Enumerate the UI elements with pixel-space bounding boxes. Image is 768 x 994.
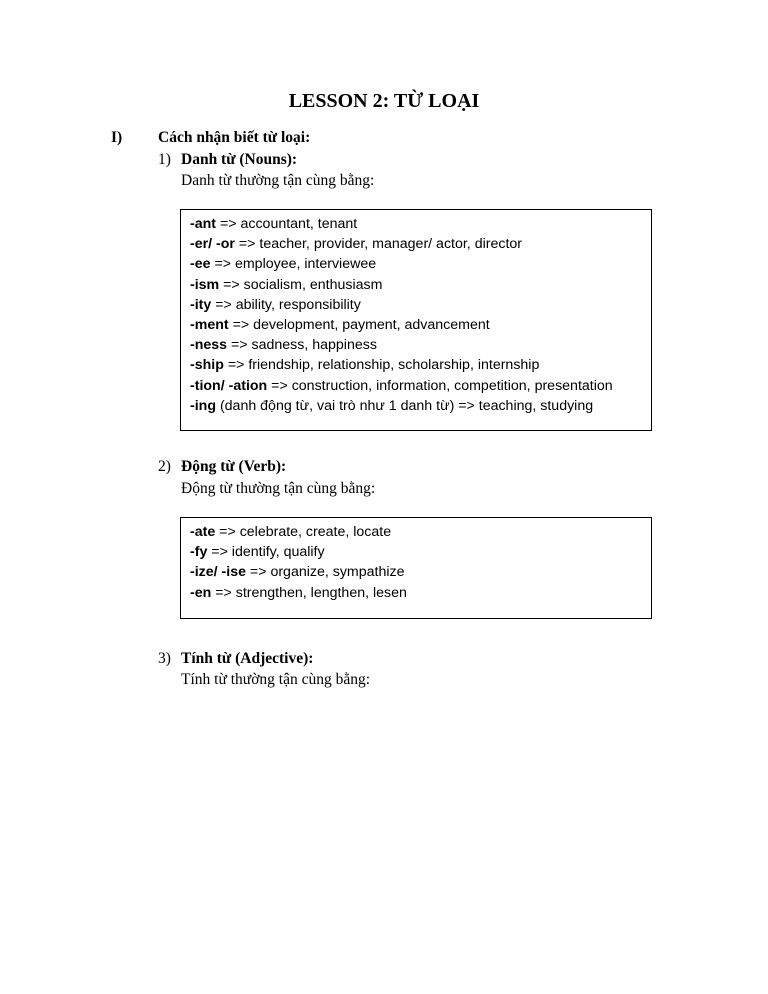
suffix-examples: => identify, qualify	[207, 544, 325, 561]
suffix-row	[190, 542, 651, 562]
suffix-examples: => sadness, happiness	[227, 337, 377, 354]
lesson-title: LESSON 2: TỪ LOẠI	[288, 90, 480, 112]
verbs-suffix-box	[180, 517, 652, 619]
suffix: -tion/ -ation	[190, 377, 268, 394]
suffix-examples: => organize, sympathize	[245, 564, 405, 581]
section-title: Cách nhận biết từ loại:	[158, 129, 311, 146]
subsection-nouns-heading	[158, 151, 297, 169]
suffix-examples: => construction, information, competition, presentation	[267, 377, 613, 394]
suffix-row	[190, 522, 651, 542]
subsection-nouns-description: Danh từ thường tận cùng bằng:	[181, 172, 375, 189]
suffix: -er/ -or	[190, 236, 235, 253]
suffix-row	[190, 295, 651, 315]
suffix-row	[190, 335, 651, 355]
subsection-label: Danh từ (Nouns):	[181, 151, 298, 168]
subsection-verbs-heading	[158, 458, 286, 476]
suffix-examples: => celebrate, create, locate	[215, 524, 392, 540]
suffix-examples: => socialism, enthusiasm	[219, 276, 383, 293]
suffix: -ing	[190, 397, 216, 414]
suffix-examples: => ability, responsibility	[211, 296, 361, 313]
section-number: I)	[111, 129, 123, 146]
suffix-row	[190, 214, 651, 234]
suffix: -ize/ -ise	[190, 564, 246, 581]
suffix: -ness	[190, 337, 228, 354]
subsection-number: 3)	[158, 650, 171, 667]
suffix-row	[190, 562, 651, 582]
nouns-suffix-box	[180, 209, 652, 431]
suffix-examples: => employee, interviewee	[210, 256, 377, 273]
subsection-number: 2)	[158, 458, 171, 475]
suffix-row	[190, 355, 651, 375]
suffix-examples: => strengthen, lengthen, lesen	[211, 584, 407, 601]
suffix-row	[190, 583, 651, 603]
suffix-row	[190, 254, 651, 274]
suffix: -ee	[190, 256, 211, 273]
subsection-label: Động từ (Verb):	[181, 458, 287, 475]
suffix-examples: => accountant, tenant	[216, 216, 358, 232]
suffix: -ate	[190, 524, 216, 540]
suffix: -ity	[190, 296, 212, 313]
suffix-row	[190, 275, 651, 295]
suffix: -ant	[190, 216, 217, 232]
suffix-examples: (danh động từ, vai trò như 1 danh từ) => teaching, studying	[216, 397, 594, 414]
subsection-adjectives-description: Tính từ thường tận cùng bằng:	[181, 671, 371, 688]
subsection-verbs-description: Động từ thường tận cùng bằng:	[181, 480, 376, 497]
suffix: -ism	[190, 276, 220, 293]
suffix-row	[190, 234, 651, 254]
suffix-row	[190, 376, 651, 396]
suffix: -ship	[190, 357, 224, 374]
suffix-row	[190, 396, 651, 416]
suffix-examples: => development, payment, advancement	[228, 317, 490, 334]
subsection-label: Tính từ (Adjective):	[181, 650, 314, 667]
subsection-adjectives-heading	[158, 650, 313, 668]
suffix: -fy	[190, 544, 208, 561]
suffix-row	[190, 315, 651, 335]
suffix-examples: => friendship, relationship, scholarship, internship	[223, 357, 540, 374]
suffix-examples: => teacher, provider, manager/ actor, director	[234, 236, 522, 253]
suffix: -en	[190, 584, 212, 601]
subsection-number: 1)	[158, 151, 171, 168]
suffix: -ment	[190, 317, 229, 334]
